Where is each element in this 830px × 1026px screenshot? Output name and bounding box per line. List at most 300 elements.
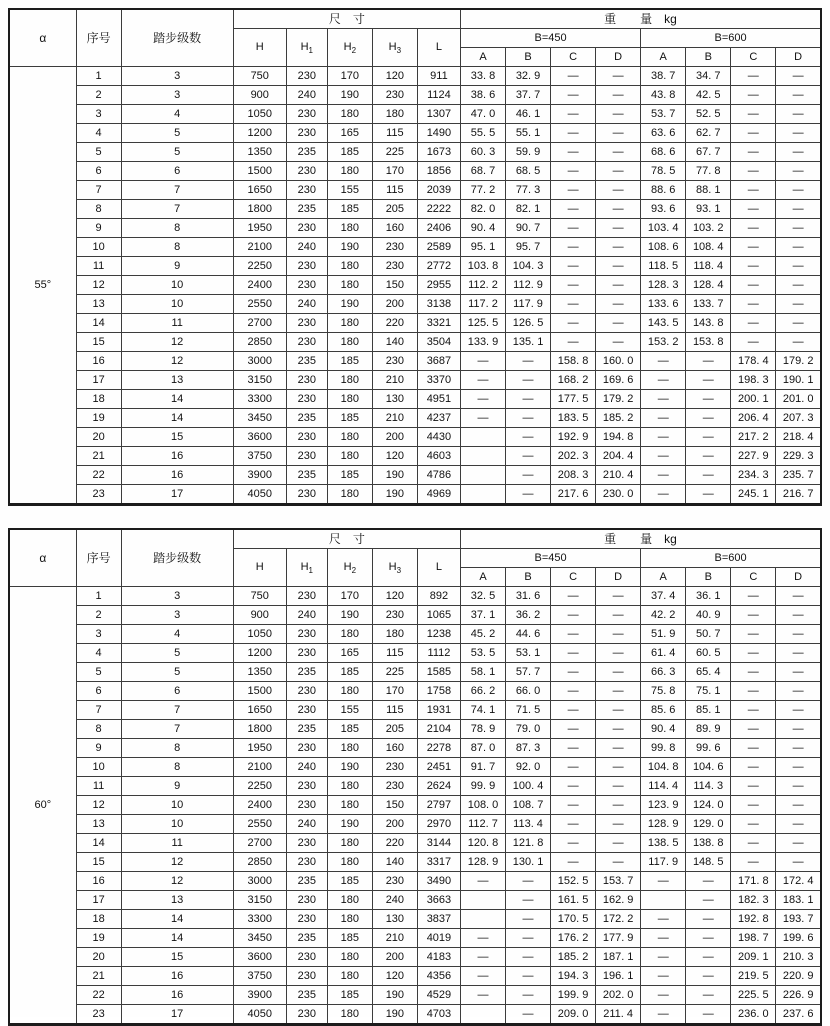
table-cell: — — [731, 682, 776, 701]
table-cell: 17 — [121, 485, 233, 505]
table-cell: 12 — [76, 796, 121, 815]
table-cell: 2 — [76, 606, 121, 625]
table-row — [9, 447, 821, 466]
table-row — [9, 777, 821, 796]
table-cell: — — [506, 409, 551, 428]
column-header-l: L — [417, 29, 460, 67]
table-cell: 158. 8 — [551, 352, 596, 371]
table-cell: — — [596, 219, 641, 238]
table-row — [9, 314, 821, 333]
table-cell: 230 — [372, 352, 417, 371]
table-cell: 126. 5 — [506, 314, 551, 333]
table-cell: — — [641, 409, 686, 428]
table-cell: 16 — [76, 872, 121, 891]
table-row — [9, 853, 821, 872]
table-cell: 1673 — [417, 143, 460, 162]
table-cell: — — [731, 162, 776, 181]
table-cell: 6 — [121, 162, 233, 181]
table-cell: 66. 3 — [641, 663, 686, 682]
table-cell: 185 — [327, 986, 372, 1005]
table-cell: 230 — [286, 333, 327, 352]
table-cell: — — [596, 739, 641, 758]
column-header-d600: D — [776, 568, 821, 587]
table-cell: 153. 2 — [641, 333, 686, 352]
table-cell: — — [596, 796, 641, 815]
table-cell: — — [686, 466, 731, 485]
table-cell: — — [551, 333, 596, 352]
table-cell: — — [731, 796, 776, 815]
table-cell: 4019 — [417, 929, 460, 948]
table-cell: 3321 — [417, 314, 460, 333]
table-header — [9, 529, 821, 587]
table-cell: — — [551, 143, 596, 162]
table-cell: 120 — [372, 67, 417, 86]
table-cell: 190. 1 — [776, 371, 821, 390]
table-cell: 207. 3 — [776, 409, 821, 428]
table-cell: 42. 5 — [686, 86, 731, 105]
table-cell: — — [641, 466, 686, 485]
table-cell: 4969 — [417, 485, 460, 505]
table-cell: 125. 5 — [460, 314, 505, 333]
table-cell: 1050 — [233, 625, 286, 644]
table-cell: — — [731, 815, 776, 834]
table-cell: 211. 4 — [596, 1005, 641, 1025]
table-cell: 750 — [233, 67, 286, 86]
table-cell: — — [596, 86, 641, 105]
table-cell: 3687 — [417, 352, 460, 371]
table-cell: 7 — [121, 181, 233, 200]
table-cell: 892 — [417, 587, 460, 606]
column-header-a450: A — [460, 568, 505, 587]
table-row — [9, 948, 821, 967]
table-cell: — — [551, 663, 596, 682]
table-cell: 3750 — [233, 447, 286, 466]
table-row — [9, 371, 821, 390]
table-cell: — — [731, 143, 776, 162]
table-cell: — — [596, 181, 641, 200]
table-cell: — — [776, 276, 821, 295]
table-cell: — — [596, 238, 641, 257]
table-cell: 3663 — [417, 891, 460, 910]
table-cell: 89. 9 — [686, 720, 731, 739]
table-row — [9, 606, 821, 625]
table-cell: — — [731, 625, 776, 644]
table-cell: 114. 3 — [686, 777, 731, 796]
table-cell: 1500 — [233, 162, 286, 181]
table-cell: 120 — [372, 967, 417, 986]
table-cell: 165 — [327, 124, 372, 143]
table-cell: 230 — [286, 219, 327, 238]
table-cell: 230 — [286, 948, 327, 967]
table-cell: 198. 7 — [731, 929, 776, 948]
table-cell: 13 — [121, 891, 233, 910]
table-cell: 15 — [76, 853, 121, 872]
table-cell: 95. 1 — [460, 238, 505, 257]
table-cell: — — [596, 276, 641, 295]
table-cell: — — [506, 466, 551, 485]
table-cell: 205 — [372, 720, 417, 739]
table-cell: 180 — [327, 1005, 372, 1025]
table-cell: 3370 — [417, 371, 460, 390]
table-cell: — — [731, 314, 776, 333]
table-cell: — — [551, 295, 596, 314]
table-cell: 220 — [372, 834, 417, 853]
table-cell: 1650 — [233, 701, 286, 720]
column-header-b450: B — [506, 48, 551, 67]
table-cell: 1050 — [233, 105, 286, 124]
table-cell: 33. 8 — [460, 67, 505, 86]
table-cell: 750 — [233, 587, 286, 606]
spec-table-60deg — [8, 528, 822, 1026]
table-cell: — — [776, 739, 821, 758]
table-cell: 235 — [286, 986, 327, 1005]
table-cell: 170 — [372, 162, 417, 181]
table-row — [9, 682, 821, 701]
table-cell: — — [641, 986, 686, 1005]
table-cell: — — [551, 124, 596, 143]
column-header-serial: 序号 — [76, 9, 121, 67]
table-cell: 180 — [327, 796, 372, 815]
table-cell: 12 — [121, 352, 233, 371]
table-cell: 68. 5 — [506, 162, 551, 181]
table-cell: — — [506, 428, 551, 447]
table-cell: 19 — [76, 929, 121, 948]
table-cell: — — [641, 485, 686, 505]
table-cell: 193. 7 — [776, 910, 821, 929]
table-cell: 10 — [76, 238, 121, 257]
table-cell: — — [596, 124, 641, 143]
table-cell: 210. 4 — [596, 466, 641, 485]
table-cell: — — [596, 143, 641, 162]
table-cell: 140 — [372, 853, 417, 872]
table-cell: 182. 3 — [731, 891, 776, 910]
table-row — [9, 124, 821, 143]
table-cell: — — [596, 162, 641, 181]
table-cell: — — [551, 200, 596, 219]
table-cell: 104. 8 — [641, 758, 686, 777]
table-cell: 1585 — [417, 663, 460, 682]
table-cell: 2970 — [417, 815, 460, 834]
table-cell: 15 — [121, 428, 233, 447]
table-cell: 108. 4 — [686, 238, 731, 257]
table-cell: 230 — [286, 371, 327, 390]
table-cell: 190 — [327, 758, 372, 777]
table-cell: 3 — [121, 86, 233, 105]
table-cell: 3000 — [233, 352, 286, 371]
table-cell: — — [460, 986, 505, 1005]
table-cell: — — [506, 872, 551, 891]
table-cell: 42. 2 — [641, 606, 686, 625]
table-cell: — — [641, 1005, 686, 1025]
table-cell: — — [776, 124, 821, 143]
table-cell: — — [731, 276, 776, 295]
table-cell: — — [551, 67, 596, 86]
table-cell: 210. 3 — [776, 948, 821, 967]
table-cell: 78. 5 — [641, 162, 686, 181]
table-cell: 91. 7 — [460, 758, 505, 777]
table-cell: 230 — [286, 390, 327, 409]
table-cell: 16 — [121, 986, 233, 1005]
table-cell: — — [641, 428, 686, 447]
table-cell: 130 — [372, 910, 417, 929]
table-cell: 230 — [286, 739, 327, 758]
table-cell: — — [686, 352, 731, 371]
table-cell: 118. 4 — [686, 257, 731, 276]
table-cell: 180 — [327, 105, 372, 124]
table-cell: — — [506, 485, 551, 505]
table-cell: 3 — [76, 625, 121, 644]
table-cell: 6 — [121, 682, 233, 701]
table-cell: 8 — [76, 720, 121, 739]
table-cell: 3750 — [233, 967, 286, 986]
table-cell: 117. 2 — [460, 295, 505, 314]
table-cell: 1500 — [233, 682, 286, 701]
table-cell: 12 — [121, 333, 233, 352]
table-cell: 230 — [286, 587, 327, 606]
table-cell: 88. 1 — [686, 181, 731, 200]
table-cell: — — [776, 295, 821, 314]
table-cell: 230 — [286, 910, 327, 929]
table-cell: — — [551, 238, 596, 257]
table-cell: 10 — [121, 295, 233, 314]
table-cell: 77. 2 — [460, 181, 505, 200]
table-cell: 206. 4 — [731, 409, 776, 428]
table-cell: 118. 5 — [641, 257, 686, 276]
table-row — [9, 967, 821, 986]
table-cell: 77. 3 — [506, 181, 551, 200]
table-cell: 190 — [327, 86, 372, 105]
table-cell: 3138 — [417, 295, 460, 314]
table-cell: 2278 — [417, 739, 460, 758]
table-cell: 2406 — [417, 219, 460, 238]
table-cell: 230 — [286, 105, 327, 124]
column-header-c450: C — [551, 568, 596, 587]
spec-table-55deg — [8, 8, 822, 506]
table-cell: 180 — [327, 371, 372, 390]
table-cell: 58. 1 — [460, 663, 505, 682]
column-header-serial: 序号 — [76, 529, 121, 587]
table-cell: 8 — [121, 739, 233, 758]
table-cell: 5 — [76, 143, 121, 162]
table-cell: — — [551, 162, 596, 181]
table-cell: 108. 0 — [460, 796, 505, 815]
table-cell: 120 — [372, 447, 417, 466]
table-cell: 75. 8 — [641, 682, 686, 701]
table-cell: 204. 4 — [596, 447, 641, 466]
table-cell: 219. 5 — [731, 967, 776, 986]
column-header-alpha: α — [9, 529, 76, 587]
table-cell: — — [506, 929, 551, 948]
column-header-d450: D — [596, 568, 641, 587]
table-cell: 230 — [286, 428, 327, 447]
table-cell: 8 — [76, 200, 121, 219]
table-cell: 180 — [327, 853, 372, 872]
table-cell: 3600 — [233, 948, 286, 967]
table-row — [9, 67, 821, 86]
table-cell: 155 — [327, 181, 372, 200]
table-row — [9, 758, 821, 777]
table-row — [9, 929, 821, 948]
table-cell: 1124 — [417, 86, 460, 105]
table-cell: 1800 — [233, 200, 286, 219]
table-cell: 92. 0 — [506, 758, 551, 777]
table-cell: 23 — [76, 485, 121, 505]
table-cell: 63. 6 — [641, 124, 686, 143]
table-cell: 230 — [286, 257, 327, 276]
table-cell: 230 — [286, 485, 327, 505]
table-cell: — — [460, 409, 505, 428]
table-cell: 133. 9 — [460, 333, 505, 352]
table-cell: 10 — [121, 276, 233, 295]
table-cell: 152. 5 — [551, 872, 596, 891]
table-cell: 180 — [327, 219, 372, 238]
table-cell: — — [731, 333, 776, 352]
table-cell: 17 — [121, 1005, 233, 1025]
table-cell: — — [596, 815, 641, 834]
table-cell: 68. 6 — [641, 143, 686, 162]
table-cell: 3000 — [233, 872, 286, 891]
table-cell: 112. 9 — [506, 276, 551, 295]
table-cell: 2 — [76, 86, 121, 105]
table-cell: 180 — [327, 948, 372, 967]
table-cell: 93. 1 — [686, 200, 731, 219]
table-cell: 87. 3 — [506, 739, 551, 758]
table-cell: 148. 5 — [686, 853, 731, 872]
table-cell: 900 — [233, 86, 286, 105]
table-cell: — — [460, 371, 505, 390]
table-cell: 194. 3 — [551, 967, 596, 986]
table-cell: 128. 3 — [641, 276, 686, 295]
table-cell: 10 — [121, 796, 233, 815]
table-cell: — — [596, 834, 641, 853]
table-cell: 17 — [76, 371, 121, 390]
table-row — [9, 409, 821, 428]
table-cell: — — [506, 352, 551, 371]
table-cell: — — [686, 371, 731, 390]
table-cell: 217. 6 — [551, 485, 596, 505]
table-cell: 31. 6 — [506, 587, 551, 606]
table-cell: — — [596, 777, 641, 796]
table-cell: 128. 9 — [641, 815, 686, 834]
table-cell: 40. 9 — [686, 606, 731, 625]
alpha-value: 55° — [9, 67, 76, 505]
column-header-a600: A — [641, 48, 686, 67]
table-cell: — — [551, 625, 596, 644]
table-cell: 3300 — [233, 910, 286, 929]
table-cell: 235 — [286, 352, 327, 371]
group-header-b600: B=600 — [641, 549, 821, 568]
table-cell: 3600 — [233, 428, 286, 447]
table-cell: 2400 — [233, 276, 286, 295]
table-cell: 190 — [327, 815, 372, 834]
table-cell: 61. 4 — [641, 644, 686, 663]
table-cell: 90. 4 — [460, 219, 505, 238]
table-cell: 5 — [121, 644, 233, 663]
table-cell: 85. 1 — [686, 701, 731, 720]
table-cell — [460, 891, 505, 910]
table-cell: 6 — [76, 682, 121, 701]
table-cell: — — [731, 105, 776, 124]
table-cell: 100. 4 — [506, 777, 551, 796]
table-cell: 3837 — [417, 910, 460, 929]
table-cell: — — [776, 143, 821, 162]
table-cell: 11 — [76, 257, 121, 276]
table-cell: 199. 6 — [776, 929, 821, 948]
table-cell: 200 — [372, 948, 417, 967]
table-cell: — — [596, 682, 641, 701]
table-cell: — — [596, 606, 641, 625]
table-cell: 65. 4 — [686, 663, 731, 682]
table-cell: — — [641, 967, 686, 986]
table-cell: 114. 4 — [641, 777, 686, 796]
table-cell: 225 — [372, 143, 417, 162]
table-cell: — — [596, 314, 641, 333]
column-header-h2: $H_2$ — [327, 549, 372, 587]
column-header-h3: $H_3$ — [372, 549, 417, 587]
table-cell: — — [551, 257, 596, 276]
table-cell: 185 — [327, 466, 372, 485]
table-cell: 21 — [76, 967, 121, 986]
table-cell: 32. 9 — [506, 67, 551, 86]
table-cell: 235 — [286, 929, 327, 948]
table-cell: — — [776, 162, 821, 181]
table-cell: — — [551, 853, 596, 872]
table-row — [9, 663, 821, 682]
table-cell: 44. 6 — [506, 625, 551, 644]
table-cell: — — [776, 606, 821, 625]
table-cell: 185 — [327, 720, 372, 739]
table-cell: 236. 0 — [731, 1005, 776, 1025]
table-cell: — — [776, 815, 821, 834]
table-cell: — — [776, 200, 821, 219]
table-cell: 911 — [417, 67, 460, 86]
table-cell: 15 — [76, 333, 121, 352]
group-header-b450: B=450 — [460, 549, 640, 568]
column-header-h1: $H_1$ — [286, 29, 327, 67]
table-cell: — — [641, 872, 686, 891]
table-cell: 220. 9 — [776, 967, 821, 986]
table-cell: 37. 1 — [460, 606, 505, 625]
table-cell: 5 — [121, 124, 233, 143]
table-cell: 230 — [286, 67, 327, 86]
table-cell: 135. 1 — [506, 333, 551, 352]
table-cell: 87. 0 — [460, 739, 505, 758]
table-cell: — — [460, 872, 505, 891]
table-cell: 2550 — [233, 815, 286, 834]
table-cell: 60. 5 — [686, 644, 731, 663]
table-cell: 18 — [76, 390, 121, 409]
table-cell: — — [596, 853, 641, 872]
table-cell: 16 — [121, 447, 233, 466]
table-cell: — — [641, 910, 686, 929]
table-row — [9, 295, 821, 314]
table-row — [9, 625, 821, 644]
table-cell: 79. 0 — [506, 720, 551, 739]
table-cell: 11 — [121, 834, 233, 853]
table-cell: 36. 1 — [686, 587, 731, 606]
table-cell: 240 — [286, 758, 327, 777]
group-header-b600: B=600 — [641, 29, 821, 48]
table-cell: — — [776, 333, 821, 352]
table-row — [9, 352, 821, 371]
table-cell: 183. 1 — [776, 891, 821, 910]
table-cell: — — [460, 929, 505, 948]
table-cell: 200 — [372, 815, 417, 834]
table-cell: 3 — [121, 606, 233, 625]
table-cell: 16 — [76, 352, 121, 371]
table-cell: — — [686, 891, 731, 910]
table-cell: 2850 — [233, 853, 286, 872]
